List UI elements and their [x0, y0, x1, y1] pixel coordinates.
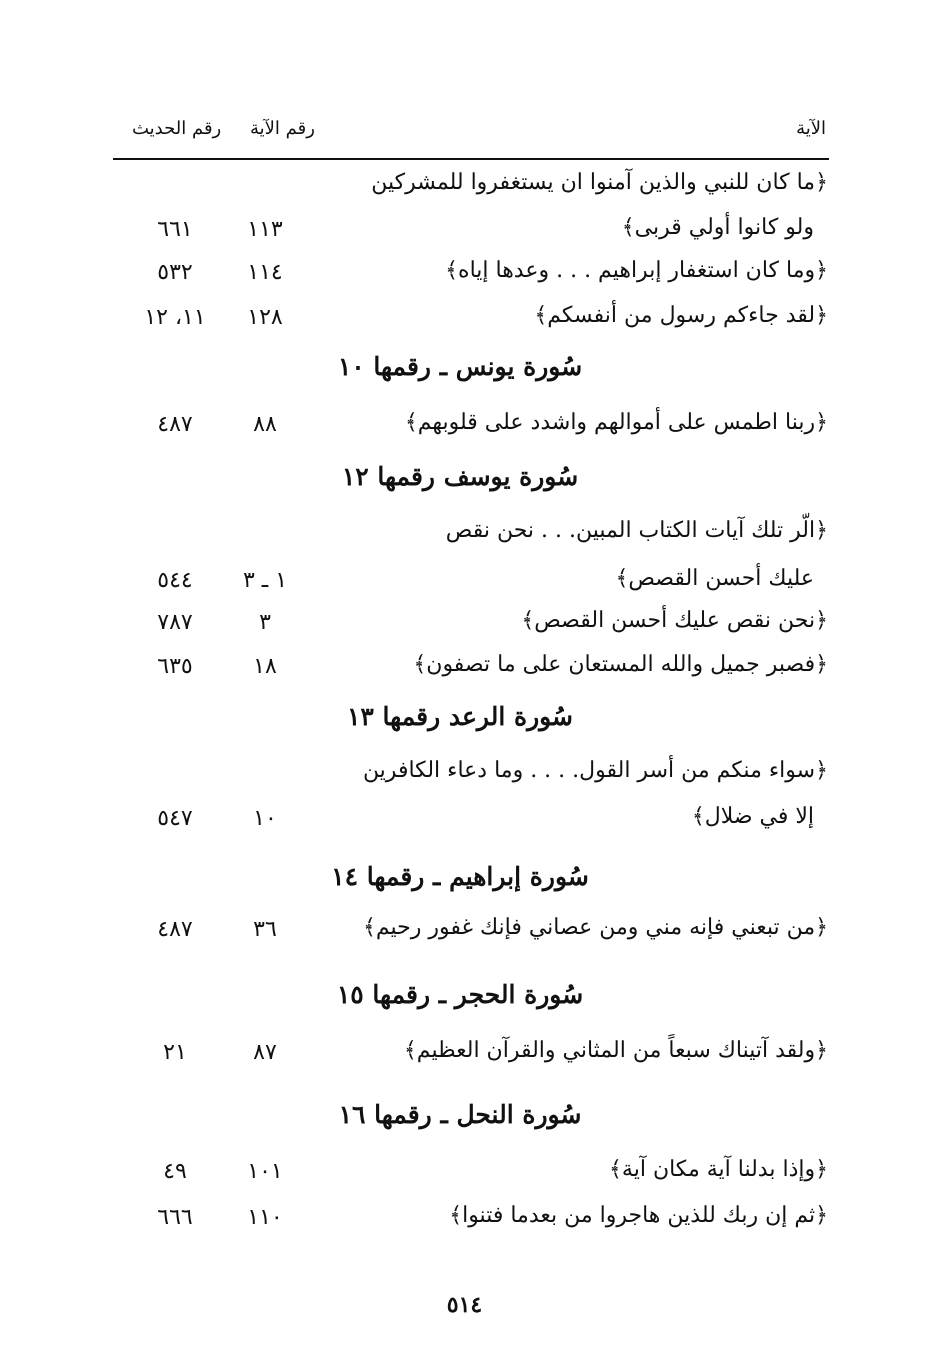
hadith-number: ٤٨٧ — [157, 412, 193, 437]
surah-heading: سُورة يوسف رقمها ١٢ — [341, 462, 579, 491]
verse-text: ﴿من تبعني فإنه مني ومن عصاني فإنك غفور رحيم﴾ — [362, 915, 828, 940]
table-row — [118, 1203, 828, 1243]
aya-number: ١٠١ — [247, 1159, 283, 1184]
hadith-number: ٥٣٢ — [157, 260, 193, 285]
surah-heading: سُورة يونس ـ رقمها ١٠ — [337, 352, 583, 381]
surah-heading: سُورة الحجر ـ رقمها ١٥ — [336, 980, 584, 1009]
aya-number: ٣٦ — [253, 917, 277, 942]
hadith-number: ٥٤٤ — [157, 568, 193, 593]
aya-number: ١ ـ ٣ — [242, 568, 288, 593]
table-row — [118, 804, 828, 844]
header-divider — [113, 158, 829, 160]
hadith-number: ٦٦١ — [157, 217, 193, 242]
verse-text: ﴿نحن نقص عليك أحسن القصص﴾ — [521, 608, 828, 633]
verse-text: ﴿ولقد آتيناك سبعاً من المثاني والقرآن العظيم﴾ — [403, 1038, 828, 1063]
aya-number: ١٢٨ — [247, 305, 283, 330]
verse-text: ﴿ما كان للنبي والذين آمنوا ان يستغفروا للمشركين — [371, 170, 828, 195]
header-verse: الآية — [796, 118, 826, 139]
table-row — [118, 758, 828, 798]
verse-text: ﴿وما كان استغفار إبراهيم . . . وعدها إياه﴾ — [445, 258, 828, 283]
verse-text: ﴿لقد جاءكم رسول من أنفسكم﴾ — [534, 303, 828, 328]
page-number: ٥١٤ — [446, 1292, 483, 1318]
aya-number: ١٨ — [253, 654, 277, 679]
hadith-number: ٤٨٧ — [157, 917, 193, 942]
table-row — [118, 303, 828, 343]
hadith-number: ٧٨٧ — [157, 610, 193, 635]
aya-number: ١١٣ — [247, 217, 283, 242]
surah-heading: سُورة النحل ـ رقمها ١٦ — [338, 1100, 582, 1129]
hadith-number: ٢١ — [163, 1040, 187, 1065]
verse-text: ﴿فصبر جميل والله المستعان على ما تصفون﴾ — [413, 652, 828, 677]
table-row — [118, 518, 828, 558]
hadith-number: ١١، ١٢ — [144, 305, 206, 330]
hadith-number: ٦٣٥ — [157, 654, 193, 679]
table-row — [118, 915, 828, 955]
table-row — [118, 1157, 828, 1197]
table-row — [118, 410, 828, 450]
table-row — [118, 215, 828, 255]
header-hadith-number: رقم الحديث — [132, 118, 222, 139]
hadith-number: ٦٦٦ — [157, 1205, 193, 1230]
verse-text: ﴿وإذا بدلنا آية مكان آية﴾ — [609, 1157, 828, 1182]
verse-text: ﴿ربنا اطمس على أموالهم واشدد على قلوبهم﴾ — [404, 410, 828, 435]
aya-number: ٨٧ — [253, 1040, 277, 1065]
hadith-number: ٤٩ — [163, 1159, 187, 1184]
surah-heading: سُورة الرعد رقمها ١٣ — [346, 702, 574, 731]
aya-number: ٨٨ — [253, 412, 277, 437]
aya-number: ١١٤ — [247, 260, 283, 285]
table-row — [118, 258, 828, 298]
table-row — [118, 608, 828, 648]
aya-number: ٣ — [259, 610, 271, 635]
verse-text: ﴿الّر تلك آيات الكتاب المبين. . . نحن نقص — [445, 518, 828, 543]
table-header — [118, 118, 828, 152]
verse-text: ولو كانوا أولي قربى﴾ — [621, 215, 814, 240]
hadith-number: ٥٤٧ — [157, 806, 193, 831]
verse-text: ﴿ثم إن ربك للذين هاجروا من بعدما فتنوا﴾ — [449, 1203, 828, 1228]
verse-text: عليك أحسن القصص﴾ — [615, 566, 814, 591]
verse-text: إلا في ضلال﴾ — [691, 804, 814, 829]
table-row — [118, 1038, 828, 1078]
table-row — [118, 170, 828, 210]
aya-number: ١٠ — [253, 806, 277, 831]
verse-text: ﴿سواء منكم من أسر القول. . . . وما دعاء الكافرين — [362, 758, 828, 783]
aya-number: ١١٠ — [247, 1205, 283, 1230]
table-row — [118, 652, 828, 692]
surah-heading: سُورة إبراهيم ـ رقمها ١٤ — [331, 862, 589, 891]
header-aya-number: رقم الآية — [250, 118, 315, 139]
table-row — [118, 566, 828, 606]
